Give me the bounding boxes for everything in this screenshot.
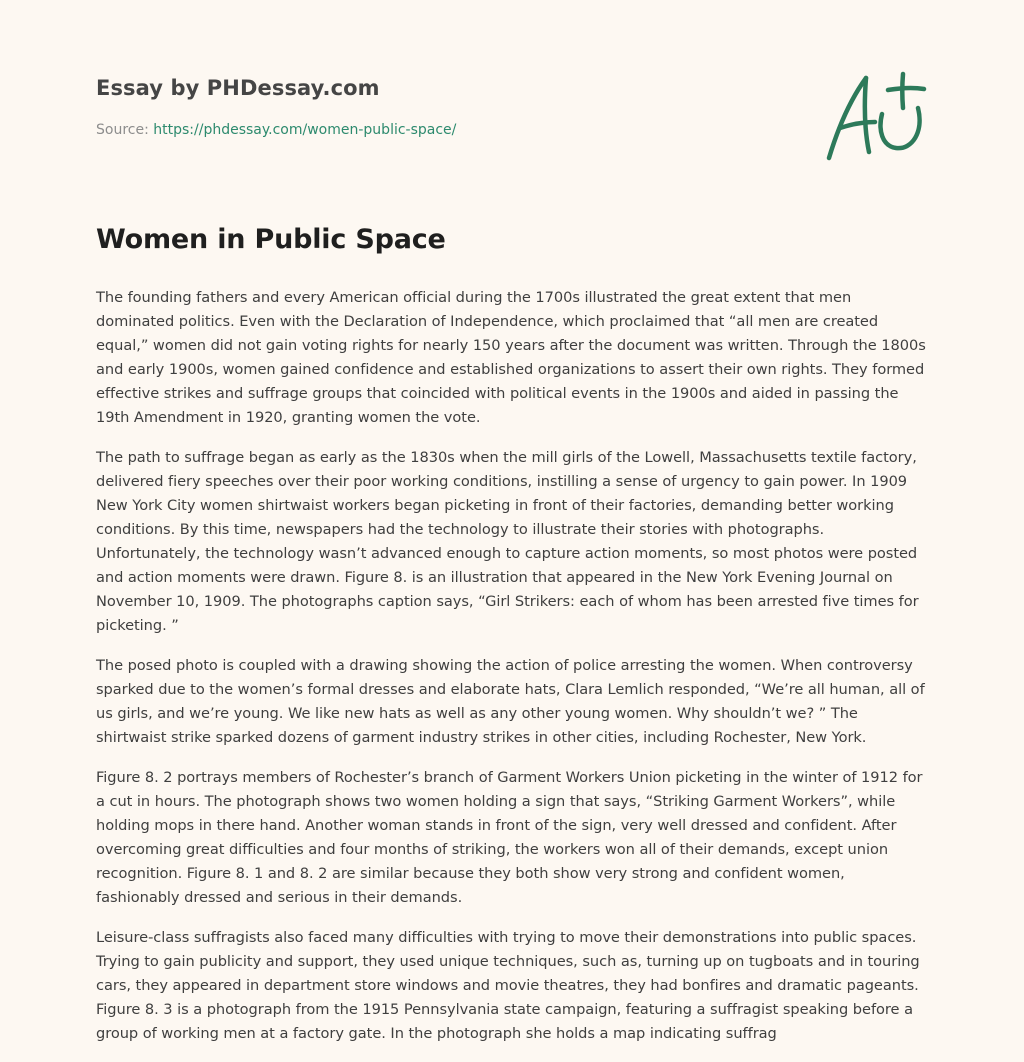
source-line <box>96 122 716 138</box>
paragraph-2: The path to suffrage began as early as the 1830s when the mill girls of the Lowell, Massachusetts textile factory, delivered fiery speeches over their poor working conditions, instilling a sense of urgency to gain power. In 1909 New York City women shirtwaist workers began picketing in front of their factories, demanding better working conditions. By this time, newspapers had the technology to illustrate their stories with photographs. Unfortunately, the technology wasn’t advanced enough to capture action moments, so most photos were posted and action moments were drawn. Figure 8. is an illustration that appeared in the New York Evening Journal on November 10, 1909. The photographs caption says, “Girl Strikers: each of whom has been arrested five times for picketing. ” <box>96 449 919 634</box>
essay-header <box>96 76 716 138</box>
source-link[interactable]: https://phdessay.com/women-public-space/ <box>153 122 457 138</box>
paragraph-3: The posed photo is coupled with a drawing showing the action of police arresting the women. When controversy sparked due to the women’s formal dresses and elaborate hats, Clara Lemlich responded, “We’re all human, all of us girls, and we’re young. We like new hats as well as any other young women. Why shouldn’t we? ” The shirtwaist strike sparked dozens of garment industry strikes in other cities, including Rochester, New York. <box>96 657 925 746</box>
brand-title: Essay by PHDessay.com <box>96 76 380 100</box>
paragraph-5: Leisure-class suffragists also faced many difficulties with trying to move their demonstrations into public spaces. Trying to gain publicity and support, they used unique techniques, such as, turning up on tugboats and in touring cars, they appeared in department store windows and movie theatres, they had bonfires and dramatic pageants. Figure 8. 3 is a photograph from the 1915 Pennsylvania state campaign, featuring a suffragist speaking before a group of working men at a factory gate. In the photograph she holds a map indicating suffrag <box>96 929 920 1042</box>
source-label: Source: <box>96 122 154 138</box>
article-title: Women in Public Space <box>96 224 446 255</box>
a-plus-logo-icon <box>820 66 930 166</box>
article-body <box>96 286 932 1062</box>
paragraph-4: Figure 8. 2 portrays members of Rochester’s branch of Garment Workers Union picketing in the winter of 1912 for a cut in hours. The photograph shows two women holding a sign that says, “Striking Garment Workers”, while holding mops in there hand. Another woman stands in front of the sign, very well dressed and confident. After overcoming great difficulties and four months of striking, the workers won all of their demands, except union recognition. Figure 8. 1 and 8. 2 are similar because they both show very strong and confident women, fashionably dressed and serious in their demands. <box>96 769 923 906</box>
paragraph-1: The founding fathers and every American official during the 1700s illustrated the great extent that men dominated politics. Even with the Declaration of Independence, which proclaimed that “all men are created equal,” women did not gain voting rights for nearly 150 years after the document was written. Through the 1800s and early 1900s, women gained confidence and established organizations to assert their own rights. They formed effective strikes and suffrage groups that coincided with political events in the 1900s and aided in passing the 19th Amendment in 1920, granting women the vote. <box>96 289 926 426</box>
